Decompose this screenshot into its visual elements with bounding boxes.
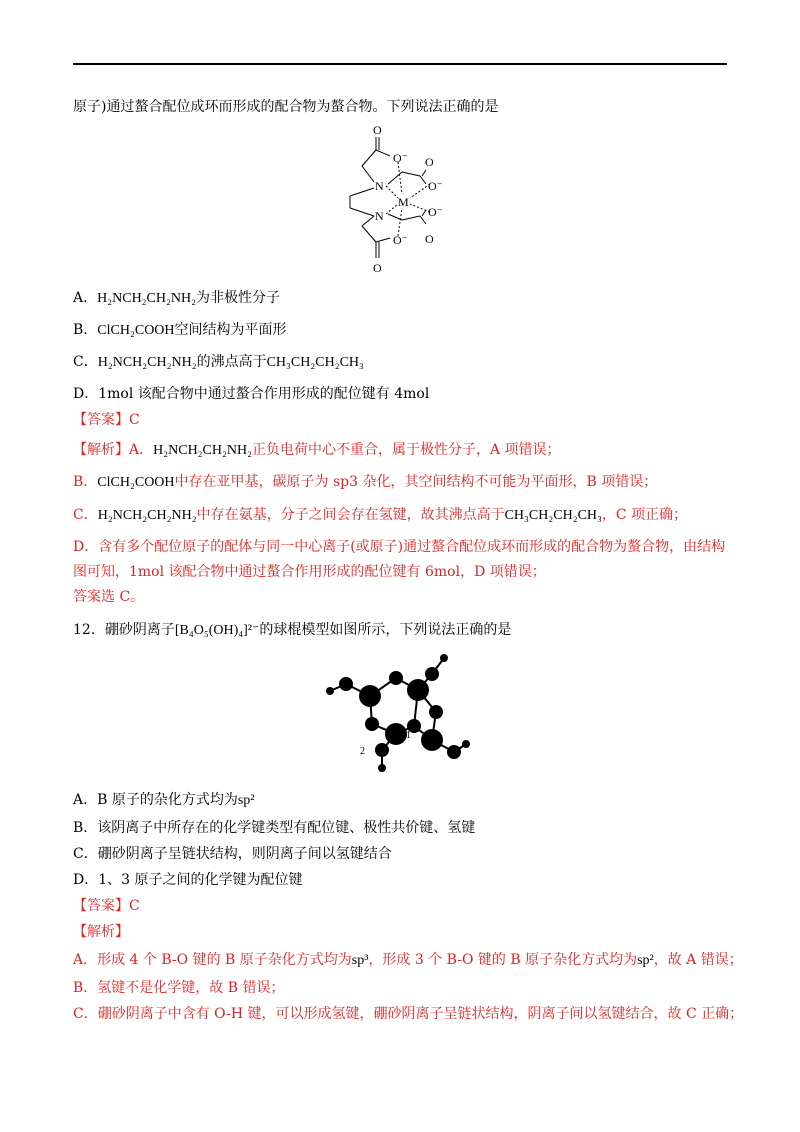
boron-atom	[359, 685, 381, 707]
q12-analysis-b: B．氢键不是化学键，故 B 错误；	[73, 980, 285, 996]
oxygen-label: O	[373, 123, 382, 137]
oxygen-anion-label: O⁻	[428, 205, 443, 219]
oxygen-anion-label: O⁻	[428, 179, 443, 193]
q11-option-c: C．H₂NCH₂CH₂NH₂的沸点高于CH₃CH₂CH₂CH₃	[73, 354, 364, 370]
nitrogen-label: N	[375, 179, 384, 193]
atom-label-1: 1	[406, 730, 411, 741]
oxygen-anion-label: O⁻	[393, 233, 408, 247]
q12-stem: 12．硼砂阴离子[B₄O₅(OH)₄]²⁻的球棍模型如图所示，下列说法正确的是	[73, 622, 512, 638]
atom-label-2: 2	[360, 746, 365, 757]
borax-anion-formula: [B₄O₅(OH)₄]²⁻	[174, 623, 260, 638]
q11-option-a: A．H₂NCH₂CH₂NH₂为非极性分子	[73, 290, 280, 306]
oxygen-anion-label: O⁻	[393, 151, 408, 165]
hydrogen-atom	[462, 740, 470, 748]
oxygen-atom	[447, 745, 461, 759]
header-rule	[73, 63, 727, 65]
nitrogen-label: N	[375, 209, 384, 223]
q11-answer: 【答案】C	[73, 412, 140, 428]
q11-option-b: B．ClCH₂COOH空间结构为平面形	[73, 322, 287, 338]
q11-analysis-a: 【解析】A．H₂NCH₂CH₂NH₂正负电荷中心不重合，属于极性分子，A 项错误；	[73, 442, 561, 458]
q12-option-c: C．硼砂阴离子呈链状结构，则阴离子间以氢键结合	[73, 846, 392, 862]
atom-label-3: 3	[415, 724, 420, 735]
oxygen-atom	[389, 671, 403, 685]
q12-analysis-head: 【解析】	[73, 924, 129, 940]
q12-option-d: D．1、3 原子之间的化学键为配位键	[73, 872, 303, 888]
oxygen-atom	[429, 705, 443, 719]
metal-label: M	[398, 195, 409, 209]
q11-analysis-d-line2: 图可知，1mol 该配合物中通过螯合作用形成的配位键有 6mol，D 项错误；	[73, 564, 546, 580]
q11-option-d: D．1mol 该配合物中通过螯合作用形成的配位键有 4mol	[73, 386, 430, 402]
q11-conclusion: 答案选 C。	[73, 589, 145, 605]
ball-and-stick-model	[320, 648, 480, 778]
q12-analysis-a: A．形成 4 个 B-O 键的 B 原子杂化方式均为sp³，形成 3 个 B-O 键的 B 原子杂化方式均为sp²，故 A 错误；	[73, 952, 743, 968]
oxygen-atom	[365, 717, 379, 731]
q12-option-a: A．B 原子的杂化方式均为sp²	[73, 792, 255, 808]
q11-analysis-b: B．ClCH₂COOH中存在亚甲基，碳原子为 sp3 杂化，其空间结构不可能为平面形，B 项错误；	[73, 474, 658, 490]
boron-atom	[385, 723, 407, 745]
boron-atom	[407, 679, 429, 701]
question-intro: 原子)通过螯合配位成环而形成的配合物为螯合物。下列说法正确的是	[73, 99, 499, 115]
hydrogen-atom	[326, 687, 334, 695]
oxygen-label: O	[373, 261, 382, 275]
chelate-structure	[330, 120, 480, 278]
hydrogen-atom	[440, 654, 448, 662]
q12-analysis-c: C．硼砂阴离子中含有 O-H 键，可以形成氢键，硼砂阴离子呈链状结构，阴离子间以氢键结合，故 C 正确；	[73, 1006, 744, 1022]
oxygen-atom	[425, 667, 439, 681]
oxygen-atom	[375, 743, 389, 757]
q11-analysis-c: C．H₂NCH₂CH₂NH₂中存在氨基，分子之间会存在氢键，故其沸点高于CH₃CH₂CH₂CH₃，C 项正确；	[73, 507, 688, 523]
q12-option-b: B．该阴离子中所存在的化学键类型有配位键、极性共价键、氢键	[73, 820, 476, 836]
q11-analysis-d-line1: D．含有多个配位原子的配体与同一中心离子(或原子)通过螯合配位成环而形成的配合物为螯合物，由结构	[73, 539, 726, 555]
hydrogen-atom	[378, 764, 386, 772]
q12-answer: 【答案】C	[73, 898, 140, 914]
oxygen-atom	[339, 677, 353, 691]
oxygen-label: O	[425, 155, 434, 169]
boron-atom	[421, 729, 443, 751]
oxygen-label: O	[425, 232, 434, 246]
